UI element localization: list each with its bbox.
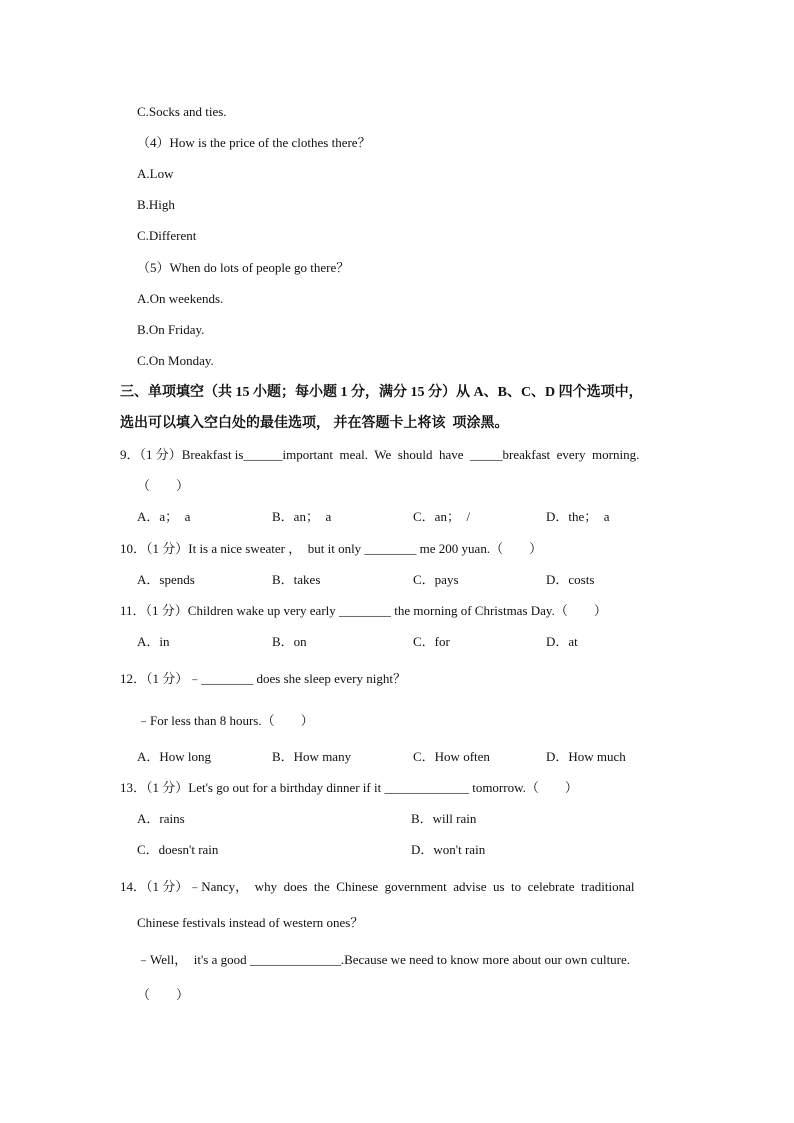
q13-stem: 13．（1 分）Let's go out for a birthday dinner if it _____________ tomorrow.（ ） bbox=[120, 780, 578, 795]
q14-stem-line2: Chinese festivals instead of western ones？ bbox=[137, 915, 364, 930]
section-3-heading-line2: 选出可以填入空白处的最佳选项， 并在答题卡上将该 项涂黑。 bbox=[120, 416, 509, 431]
q13-option-d: D．won't rain bbox=[411, 842, 486, 857]
q13-option-c: C．doesn't rain bbox=[137, 842, 219, 857]
q8-option-c: C.Socks and ties. bbox=[137, 104, 227, 119]
q13-option-a: A．rains bbox=[137, 811, 185, 826]
q13-option-b: B．will rain bbox=[411, 811, 477, 826]
q9-stem: 9．（1 分）Breakfast is______important meal. We should have _____breakfast every morning. bbox=[120, 447, 640, 462]
q10-stem: 10．（1 分）It is a nice sweater ， but it only ________ me 200 yuan.（ ） bbox=[120, 541, 543, 556]
q11-stem: 11．（1 分）Children wake up very early ________ the morning of Christmas Day.（ ） bbox=[120, 603, 607, 618]
q14-reply: ﹣Well， it's a good ______________.Because we need to know more about our own culture. bbox=[137, 952, 631, 967]
q10-option-a: A．spends bbox=[137, 572, 195, 587]
q9-option-a: A．a； a bbox=[137, 509, 191, 524]
q10-option-d: D．costs bbox=[546, 572, 595, 587]
q5-option-c: C.On Monday. bbox=[137, 353, 214, 368]
q5-option-a: A.On weekends. bbox=[137, 291, 224, 306]
q9-option-c: C．an； / bbox=[413, 509, 471, 524]
q10-option-b: B．takes bbox=[272, 572, 321, 587]
q11-option-a: A．in bbox=[137, 634, 170, 649]
q11-option-b: B．on bbox=[272, 634, 307, 649]
q14-stem-line1: 14．（1 分）﹣Nancy， why does the Chinese government advise us to celebrate traditional bbox=[120, 879, 635, 894]
q12-stem: 12．（1 分）﹣________ does she sleep every night？ bbox=[120, 671, 406, 686]
q9-option-d: D．the； a bbox=[546, 509, 610, 524]
q4-option-b: B.High bbox=[137, 197, 175, 212]
q4-option-a: A.Low bbox=[137, 166, 174, 181]
q4-option-c: C.Different bbox=[137, 228, 197, 243]
q5-option-b: B.On Friday. bbox=[137, 322, 205, 337]
section-3-heading-line1: 三、单项填空（共 15 小题；每小题 1 分，满分 15 分）从 A、B、C、D 四个选项中， bbox=[120, 385, 643, 400]
q9-option-b: B．an； a bbox=[272, 509, 332, 524]
q11-option-d: D．at bbox=[546, 634, 578, 649]
q11-option-c: C．for bbox=[413, 634, 450, 649]
q10-option-c: C．pays bbox=[413, 572, 459, 587]
question-5: （5）When do lots of people go there？ bbox=[137, 260, 350, 275]
q12-option-a: A．How long bbox=[137, 749, 212, 764]
q14-answer-paren: （ ） bbox=[137, 987, 190, 1002]
q12-option-c: C．How often bbox=[413, 749, 490, 764]
q12-reply: ﹣For less than 8 hours.（ ） bbox=[137, 713, 314, 728]
question-4: （4）How is the price of the clothes there？ bbox=[137, 135, 371, 150]
q12-option-b: B．How many bbox=[272, 749, 352, 764]
q12-option-d: D．How much bbox=[546, 749, 626, 764]
q9-answer-paren: （ ） bbox=[137, 478, 190, 493]
